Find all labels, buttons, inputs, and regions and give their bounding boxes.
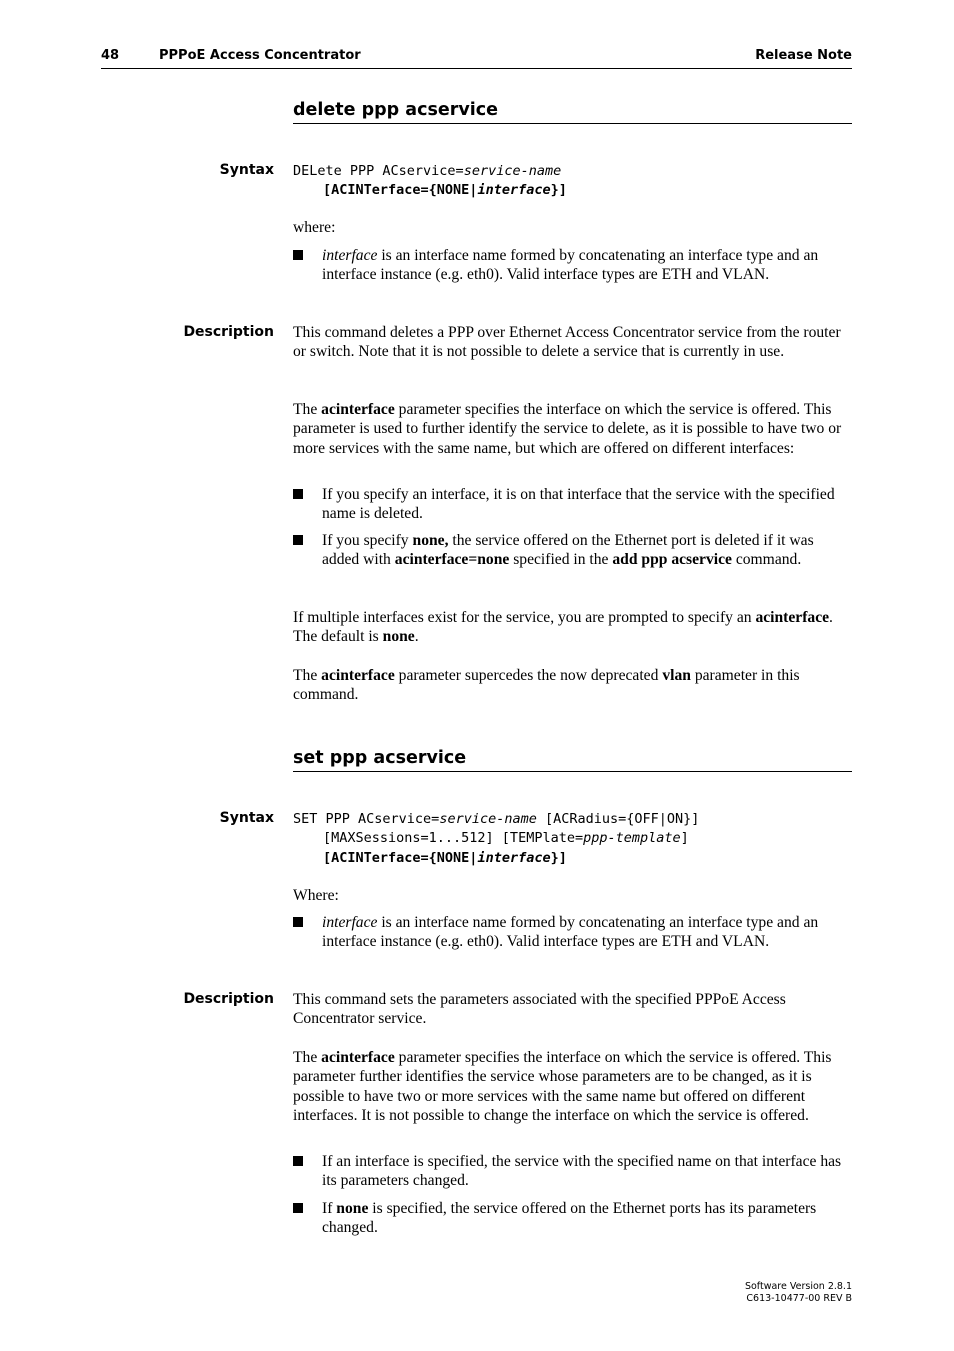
list-item: If you specify none, the service offered on the Ethernet port is deleted if it was added with acinterface=none specified in the add ppp acservice command. [293,531,853,570]
syntax-block: DELete PPP ACservice=service-name [ACINTerface={NONE|interface}] [293,163,567,199]
bullet-square-icon [293,535,303,545]
description-paragraph: This command deletes a PPP over Ethernet Access Concentrator service from the router or switch. Note that it is not possible to delete a service that is currently in use. [293,324,841,361]
section-heading-set: set ppp acservice [293,748,852,772]
header-title: PPPoE Access Concentrator [159,48,361,63]
where-text: Where: [293,887,339,904]
syntax-block: SET PPP ACservice=service-name [ACRadius={OFF|ON}] [MAXSessions=1...512] [TEMPlate=ppp-template] [ACINTerface={NONE|interface}] [293,811,700,866]
footer-version: Software Version 2.8.1 [744,1281,852,1292]
page-number: 48 [101,48,120,63]
description-paragraph: The acinterface parameter supercedes the now deprecated vlan parameter in this command. [293,667,800,704]
where-text: where: [293,219,336,236]
description-paragraph: The acinterface parameter specifies the interface on which the service is offered. This parameter is used to further identify the service to delete, as it is possible to have two or more services with the same name, but which are offered on different interfaces: [293,401,842,457]
section-heading-delete: delete ppp acservice [293,100,852,124]
bullet-square-icon [293,1203,303,1213]
description-paragraph: The acinterface parameter specifies the interface on which the service is offered. This parameter further identifies the service whose parameters are to be changed, as it is possible to have two or more services with the same name but offered on different interfaces. It is not possible to change the interface on which the service is offered. [293,1049,832,1124]
description-label: Description [183,324,274,340]
bullet-square-icon [293,250,303,260]
header-release-note: Release Note [755,48,852,63]
description-paragraph: If multiple interfaces exist for the service, you are prompted to specify an acinterface. The default is none. [293,609,833,646]
page-header [101,48,852,69]
bullet-square-icon [293,917,303,927]
description-label: Description [183,991,274,1007]
footer-doc-id: C613-10477-00 REV B [746,1293,852,1304]
syntax-label: Syntax [219,810,274,826]
syntax-label: Syntax [219,162,274,178]
list-item: If you specify an interface, it is on that interface that the service with the specified name is deleted. [293,485,853,524]
list-item: interface is an interface name formed by concatenating an interface type and an interface instance (e.g. eth0). Valid interface types are ETH and VLAN. [293,246,853,285]
bullet-square-icon [293,1156,303,1166]
bullet-square-icon [293,489,303,499]
list-item: If none is specified, the service offered on the Ethernet ports has its parameters changed. [293,1199,853,1238]
page-footer [745,1281,852,1305]
list-item: If an interface is specified, the service with the specified name on that interface has its parameters changed. [293,1152,853,1191]
description-paragraph: This command sets the parameters associated with the specified PPPoE Access Concentrator service. [293,991,786,1028]
list-item: interface is an interface name formed by concatenating an interface type and an interface instance (e.g. eth0). Valid interface types are ETH and VLAN. [293,913,853,952]
